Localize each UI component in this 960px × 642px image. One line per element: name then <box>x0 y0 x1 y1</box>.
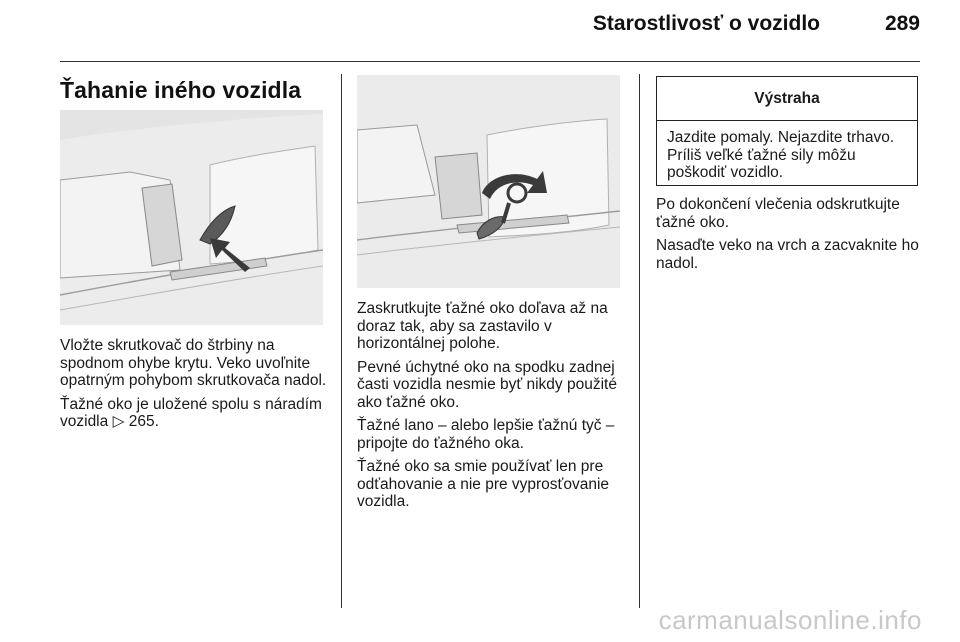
instruction-paragraph-8: Nasaďte veko na vrch a zacvaknite ho nadol. <box>656 237 919 272</box>
instruction-paragraph-5: Ťažné lano – alebo lepšie ťažnú tyč – pripojte do ťažného oka. <box>357 417 615 452</box>
arrow-reference-icon: ▷ <box>112 413 125 430</box>
page-number: 289 <box>884 12 920 35</box>
column3-text <box>656 196 926 278</box>
warning-title: Výstraha <box>657 77 917 121</box>
bumper-cover-illustration <box>60 110 323 325</box>
warning-text: Jazdite pomaly. Nejazdite trhavo. Príliš veľké ťažné sily môžu poškodiť vozidlo. <box>667 129 895 181</box>
column2-text <box>357 300 632 517</box>
page-reference[interactable]: 265. <box>128 413 159 430</box>
column-divider-1 <box>341 74 342 608</box>
instruction-paragraph-7: Po dokončení vlečenia odskrutkujte ťažné oko. <box>656 196 900 231</box>
instruction-paragraph-6: Ťažné oko sa smie používať len pre odťahovanie a nie pre vyprosťovanie vozidla. <box>357 458 610 510</box>
instruction-paragraph-4: Pevné úchytné oko na spodku zadnej časti vozidla nesmie byť nikdy použité ako ťažné oko. <box>357 358 617 411</box>
watermark: carmanualsonline.info <box>658 605 922 635</box>
column1-text <box>60 337 328 437</box>
column-divider-2 <box>639 74 640 608</box>
instruction-paragraph-2: Ťažné oko je uložené spolu s náradím vozidla ▷ 265. <box>60 395 322 430</box>
warning-box <box>656 76 918 186</box>
instruction-paragraph-1: Vložte skrutkovač do štrbiny na spodnom ohybe krytu. Veko uvoľnite opatrným pohybom skrutkovača nadol. <box>60 337 327 389</box>
towing-eye-illustration <box>357 75 620 288</box>
instruction-paragraph-3: Zaskrutkujte ťažné oko doľava až na doraz tak, aby sa zastavilo v horizontálnej polohe. <box>357 300 608 352</box>
header-rule <box>60 61 920 62</box>
section-title: Ťahanie iného vozidla <box>60 77 302 103</box>
running-header-title: Starostlivosť o vozidlo <box>592 12 820 35</box>
